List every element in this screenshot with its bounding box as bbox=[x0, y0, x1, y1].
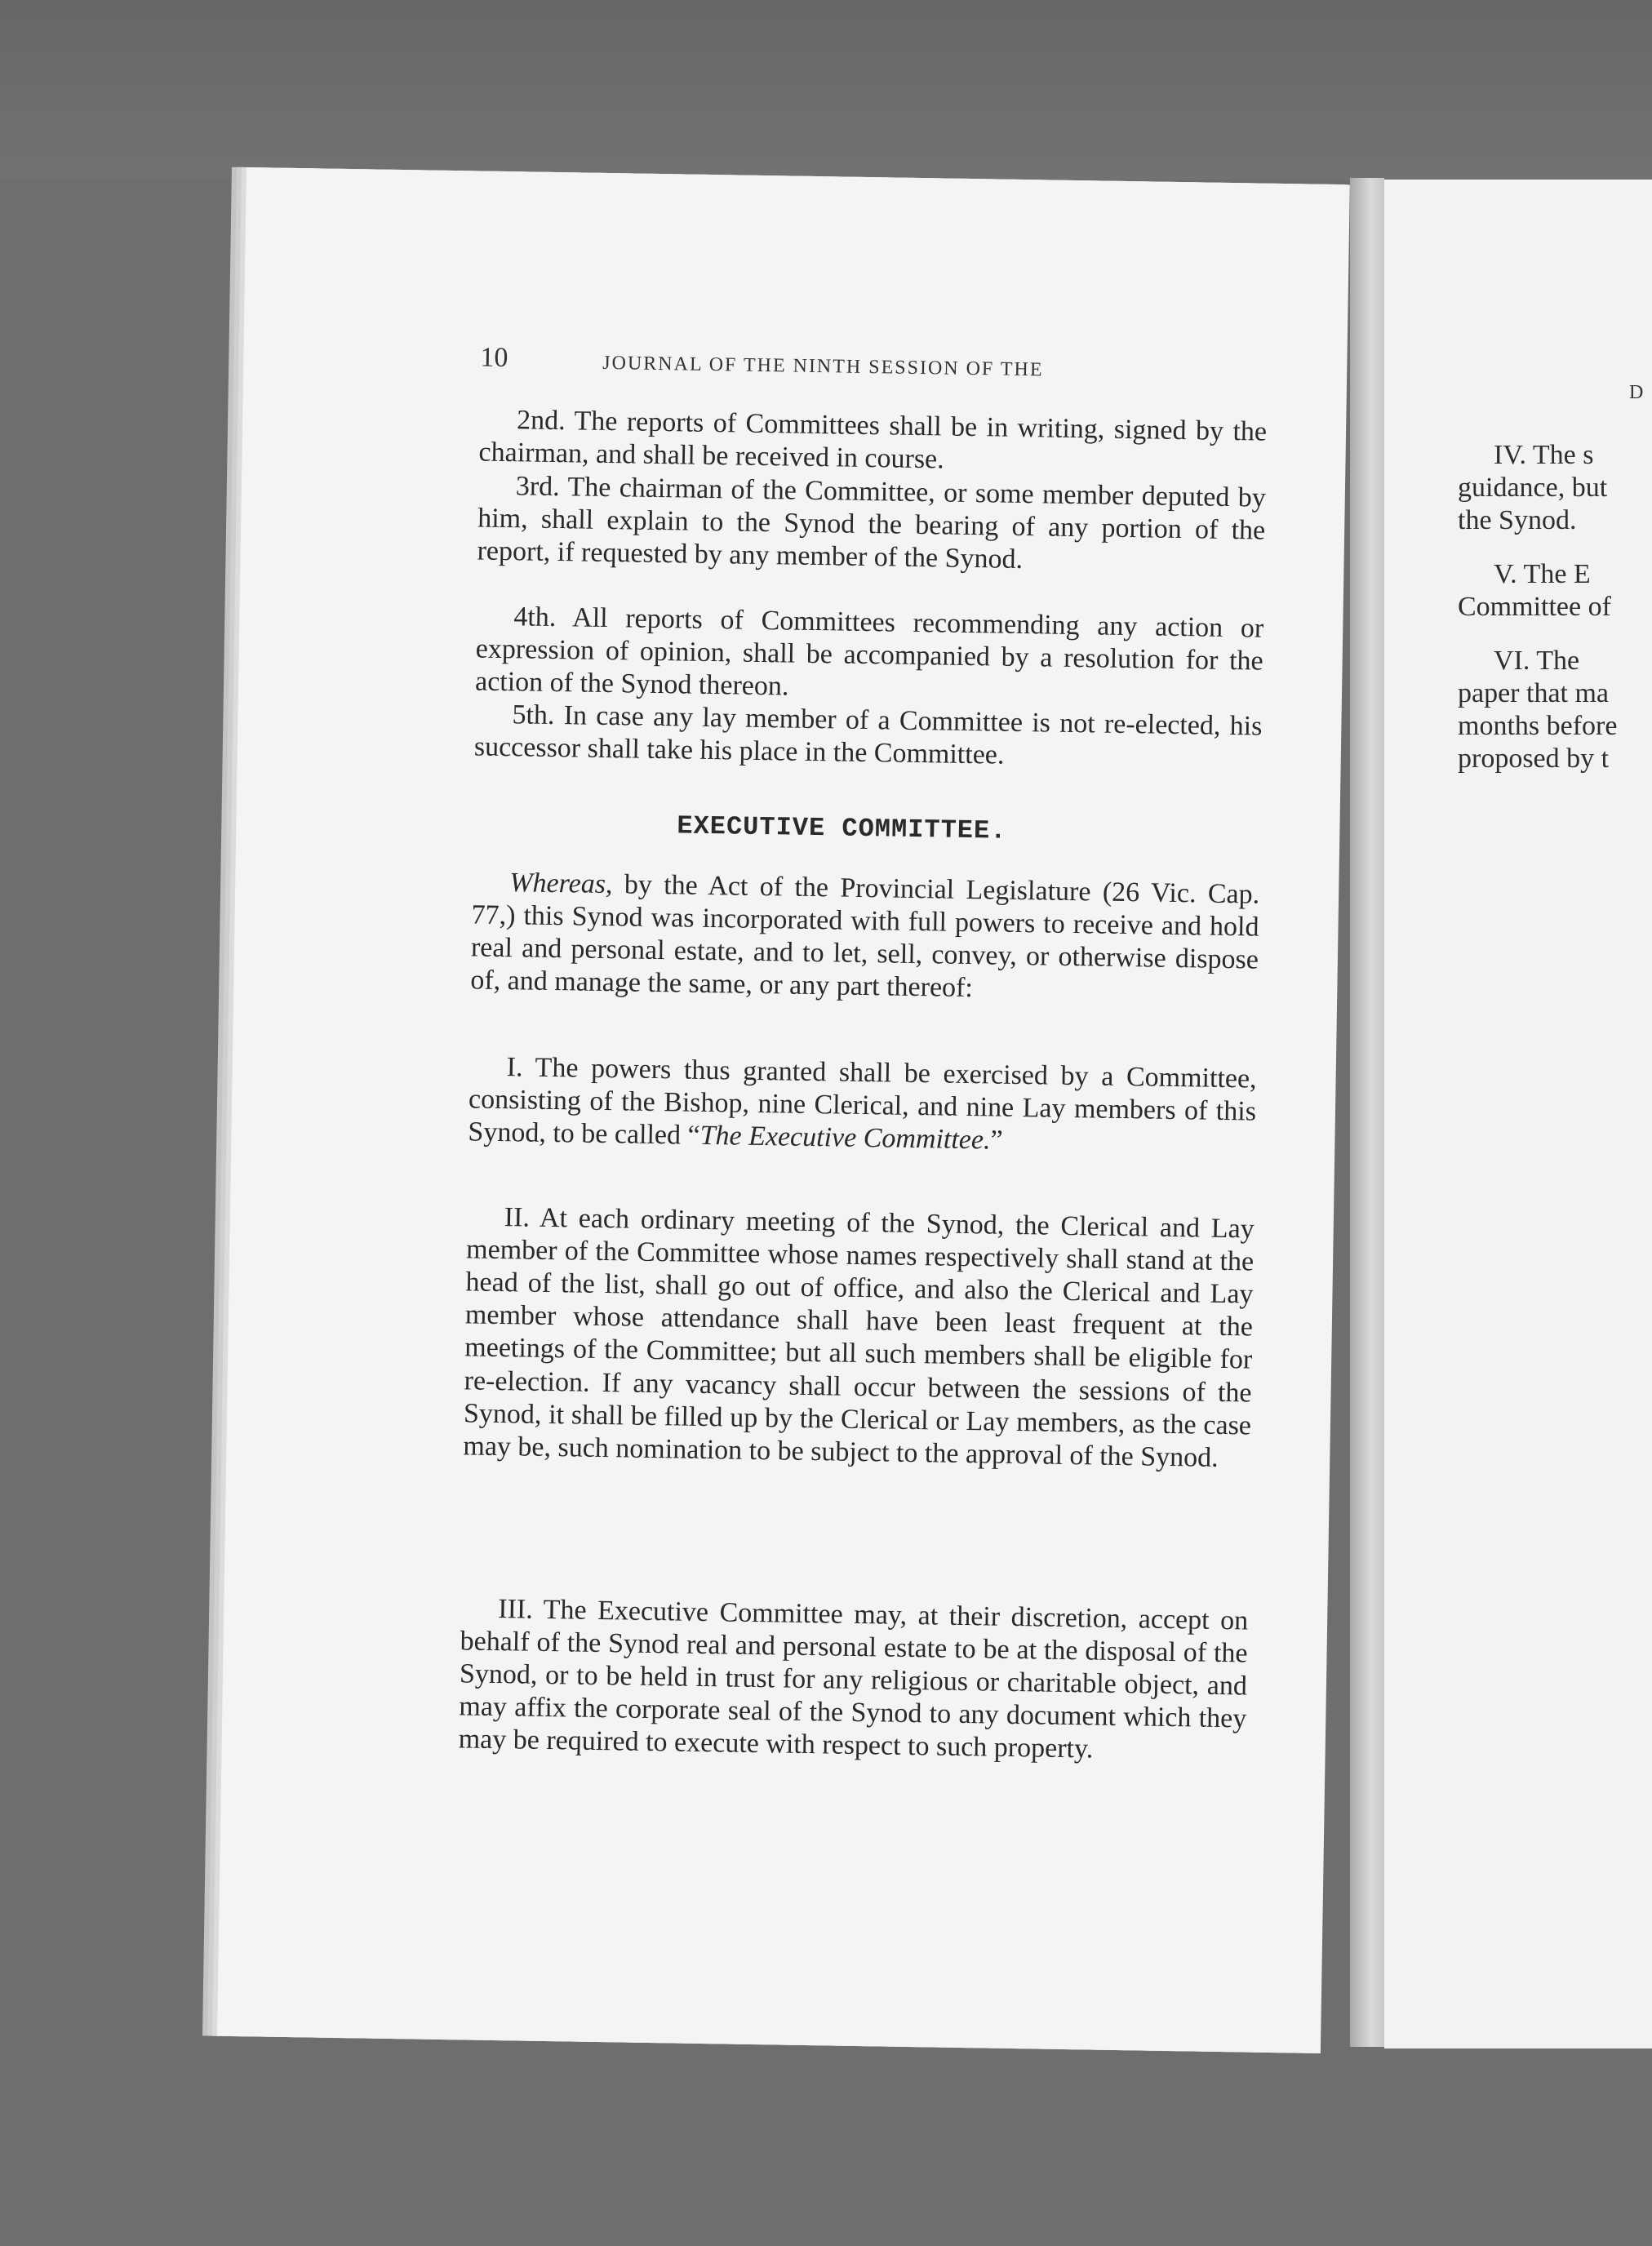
book-gutter bbox=[1350, 178, 1384, 2047]
section-heading: EXECUTIVE COMMITTEE. bbox=[677, 810, 1007, 846]
paragraph-rule-5th: 5th. In case any lay member of a Committee is not re-elected, his successor shall take his place in the Committee. bbox=[473, 699, 1263, 770]
background-top bbox=[0, 0, 1652, 180]
right-running-head: D bbox=[1629, 382, 1645, 403]
clause-3: III. The Executive Committee may, at their discretion, accept on behalf of the Synod real and personal estate to be at the disposal of the Synod, or to be held in trust for any religious or charitable object, and may affix the corporate seal of the Synod to any document which they may be required to execute with respect to such property. bbox=[458, 1594, 1249, 1764]
whereas-word: Whereas, bbox=[508, 868, 613, 900]
right-line: guidance, but bbox=[1458, 473, 1608, 503]
clause-1 bbox=[468, 1050, 1257, 1161]
whereas-text: by the Act of the Provincial Legislature (26 Vic. Cap. 77,) this Synod was incorporated with full powers to receive and hold real and personal estate, and to let, sell, convey, or otherwise dispose of, and manage the same, or any part thereof: bbox=[470, 869, 1260, 1004]
paragraph-rule-3rd: 3rd. The chairman of the Committee, or some member deputed by him, shall explain to the Synod the bearing of any portion of the report, if requested by any member of the Synod. bbox=[477, 471, 1267, 575]
whereas-paragraph bbox=[470, 866, 1259, 1010]
right-line: paper that ma bbox=[1458, 678, 1610, 708]
clause-2: II. At each ordinary meeting of the Synod, the Clerical and Lay member of the Committee whose names respectively shall stand at the head of the list, shall go out of office, and also the Clerical and Lay member whose attendance shall have been least frequent at the meetings of the Committee; but all such members shall be eligible for re-election. If any vacancy shall occur between the sessions of the Synod, it shall be filled up by the Clerical or Lay members, as the case may be, such nomination to be subject to the approval of the Synod. bbox=[463, 1202, 1255, 1473]
page-header bbox=[480, 342, 1215, 381]
paragraph-rule-4th: 4th. All reports of Committees recommending any action or expression of opinion, shall be accompanied by a resolution for the action of the Synod thereon. bbox=[474, 601, 1264, 702]
right-line: IV. The s bbox=[1494, 440, 1594, 470]
right-line: months before bbox=[1458, 711, 1618, 741]
right-page bbox=[1384, 180, 1652, 2048]
paragraph-rule-2nd: 2nd. The reports of Committees shall be in writing, signed by the chairman, and shall be received in course. bbox=[478, 405, 1268, 475]
clause-1-end: ” bbox=[990, 1125, 1003, 1156]
left-page bbox=[217, 167, 1350, 2053]
right-line: Committee of bbox=[1458, 592, 1611, 622]
running-head: JOURNAL OF THE NINTH SESSION OF THE bbox=[602, 352, 1044, 381]
right-line: V. The E bbox=[1494, 559, 1591, 589]
page-number: 10 bbox=[480, 342, 508, 374]
right-line: the Synod. bbox=[1458, 505, 1577, 535]
right-line: proposed by t bbox=[1458, 743, 1610, 774]
clause-1-text: I. The powers thus granted shall be exercised by a Committee, consisting of the Bishop, nine Clerical, and nine Lay members of this Synod, to be called “ bbox=[468, 1052, 1257, 1152]
right-line: VI. The bbox=[1494, 646, 1580, 676]
clause-1-italic: The Executive Committee. bbox=[699, 1121, 991, 1156]
